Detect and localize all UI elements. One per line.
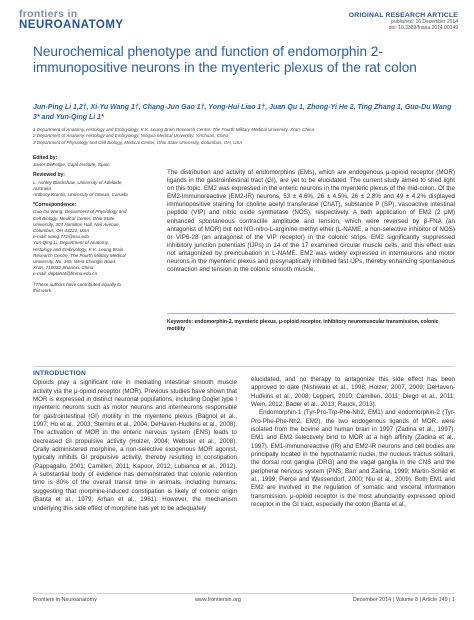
keywords-divider — [167, 313, 455, 314]
abstract-text: The distribution and activity of endomorphins (EMs), which are endogenous μ-opioid receptor (MOR) ligands in the gastrointestinal tract (GI), are yet to be elucidated. The current study aimed to shed light on this topic. EM2 was expressed in the enteric neurons in the myenteric plexus of the mid-colon. Of the EM2-immunoreactive (EM2-IR) neurons, 53 ± 4.6%, 26 ± 4.5%, 26 ± 2.8% and 49 ± 4.2% displayed immunopositive staining for choline acetyl transferase (ChAT), substance P (SP), vasoactive intestinal peptide (VIP) and nitric oxide synthetase (NOS), respectively. A bath application of EM2 (2 μM) enhanced spontaneous contractile amplitude and tension, which were reversed by β-FNA (an antagonist of MOR) but not NG-nitro-L-arginine methyl ether (L-NAME, a non-selective inhibitor of NOS) or VIP6-28 (an antagonist of the VIP receptor) in the colonic strips. EM2 significantly suppressed inhibitory junction potentials (IJPs) in 14 of the 17 examined circular muscle cells, and this effect was not antagonized by preincubation in L-NAME. EM2 was widely expressed in interneurons and motor neurons in the myenteric plexus and presynaptically inhibited fast IJPs, thereby enhancing spontaneous contraction and tension in the colonic smooth muscle. — [167, 169, 455, 274]
journal-logo[interactable] — [19, 10, 169, 31]
affiliation-3: 3 Department of Physiology and Cell Biology, Medical Center, Ohio State University, Columbus, OH, USA — [33, 139, 243, 145]
affiliations — [33, 127, 453, 146]
article-type: ORIGINAL RESEARCH ARTICLE — [348, 12, 458, 19]
affiliation-2: 2 Department of Anatomy, Histology and Embryology, Ningxia Medical University, Yinchuan, China — [33, 133, 229, 139]
right-paragraph-2: Endomorphin-1 (Tyr-Pro-Trp-Phe-Nh2, EM1) and endomorphin-2 (Tyr-Pro-Phe-Phe-Nh2, EM2), the two endogenous ligands of MOR, were isolated from the bovine and human brain in 1997 (Zadina et al., 1997). EM1 and EM2 selectively bind to MOR at a high affinity (Zadina et al., 1997). EM1-immunoreactive (IR) and EM2-IR neurons and cell bodies are principally located in the hypothalamic nuclei, the nucleus tractus solitarii, the dorsal root ganglia (DRG) and the vagal ganglia in the CNS and the peripheral nervous system (PNS; Barr and Zadina, 1999; Martin-Schild et al., 1999; Pierce and Wessendorf, 2000; Niu et al., 2009). Both EM1 and EM2 are involved in the regulation of somatic and visceral information transmission. μ-opioid receptor is the most abundantly expressed opioid receptor in the GI tract, especially the colon (Banta et al., — [251, 409, 455, 509]
body-column-right — [251, 376, 455, 510]
author-list: Jun-Ping Li 1,2†, Xi-Yu Wang 1†, Chang-Jun Gao 1†, Yong-Hui Liao 1†, Juan Qu 1, Zhong-Yi He 2, Ting Zhang 1, Guo-Du Wang 3* and Yun-Qing Li 1* — [33, 104, 452, 121]
introduction-paragraph: Opioids play a significant role in mediating intestinal smooth muscle activity via the μ-opioid receptor (MOR). Previous studies have shown that MOR is expressed in distinct neuronal populations, including Dogiel type I myenteric neurons such as motor neurons and interneurons responsible for gastrointestinal (GI) motility in the myenteric plexus (Bagnol et al., 1997; Ho et al., 2003; Sternini et al., 2004; DeHaven-Hudkins et al., 2008). The activation of MOR in the enteric nervous system (ENS) leads to decreased GI propulsive activity (Holzer, 2004; Webster et al., 2008). Orally administered morphine, a non-selective exogenous MOR agonist, typically inhibits GI propulsive activity, thereby resulting in constipation (Pappagallo, 2001; Camilleri, 2011; Kapoor, 2012; Lubianca et al., 2012). A substantial body of evidence has demonstrated that colonic retention time is 80% of the overall transit time in animals, including humans, suggesting that morphine-induced constipation is likely of colonic origin (Banta et al., 1979; Arhan et al., 1981). However, the mechanism underlying this side effect of morphine has yet to be adequately — [33, 379, 237, 512]
edited-by-heading: Edited by: — [33, 155, 58, 161]
page-footer — [33, 593, 455, 607]
footer-website-link[interactable]: www.frontiersin.org — [195, 597, 241, 603]
body-column-left — [33, 370, 237, 513]
footer-journal: Frontiers in Neuroanatomy — [33, 597, 97, 603]
footer-issue: December 2014 | Volume 8 | Article 149 | 1 — [352, 597, 455, 603]
published-date: published: 16 December 2014 — [391, 19, 458, 25]
introduction-heading: INTRODUCTION — [33, 370, 86, 377]
edited-by-text: Javier DeFelipe, Cajal Institute, Spain — [33, 162, 110, 168]
journal-logo-line1: frontiers in — [19, 8, 78, 20]
keywords-label: Keywords: — [167, 319, 194, 325]
body-divider — [33, 366, 455, 367]
correspondence-heading: *Correspondence: — [33, 202, 77, 209]
reviewed-by-text: L. Ashley Blackshaw, University of Adelaide, Australia Anthony Krantis, University of Ottawa, Canada — [33, 179, 128, 198]
reviewed-by-heading: Reviewed by: — [33, 172, 65, 179]
equal-contribution-note: †These authors have contributed equally to this work. — [33, 281, 122, 293]
right-paragraph-1: elucidated, and no therapy to antagonize this side effect has been approved to date (Nishiwaki et al., 1998; Holzer, 2007, 2009; DeHaven-Hudkins et al., 2008; Leppert, 2010; Camilleri, 2011; Diego et al., 2011; Wein, 2012; Bader et al., 2013; Rauck, 2013). — [251, 376, 455, 409]
keywords — [167, 319, 455, 332]
footer-divider — [33, 593, 455, 594]
article-title: Neurochemical phenotype and function of endomorphin 2-immunopositive neurons in the myenteric plexus of the rat colon — [33, 44, 417, 76]
correspondence-text[interactable]: Guo-Du Wang, Department of Physiology and Cell Biology, Medical Center, Ohio State University, 303 Hamilton Hall, Neil Avenue, Columbus, OH 43221, USA e-mail: wang.772@osu.edu Yun-Qing Li, Department of Anatomy, Histology and Embryology, K.K. Leung Brain Research Centre, The Fourth Military Medical University, No. 169, West Changle Road, Xi'an, 710032 Shaanxi, China e-mail: deptanat@fmmu.edu.cn — [33, 209, 127, 277]
reviewed-by — [33, 172, 128, 198]
doi-link[interactable]: doi: 10.3389/fnana.2014.00149 — [388, 25, 458, 32]
article-meta — [349, 12, 458, 31]
edited-by — [33, 155, 128, 168]
journal-logo-line2: NEUROANATOMY — [19, 19, 124, 31]
page-header — [0, 0, 474, 40]
affiliation-1: 1 Department of Anatomy, Histology and Embryology, K.K. Leung Brain Research Centre, The Fourth Military Medical University, Xi'an, China — [33, 127, 315, 132]
correspondence — [33, 202, 128, 277]
keywords-text: endomorphin-2, myenteric plexus, μ-opioid receptor, inhibitory neuromuscular transmission, colonic motility — [167, 319, 439, 332]
article-sidebar — [33, 155, 128, 298]
